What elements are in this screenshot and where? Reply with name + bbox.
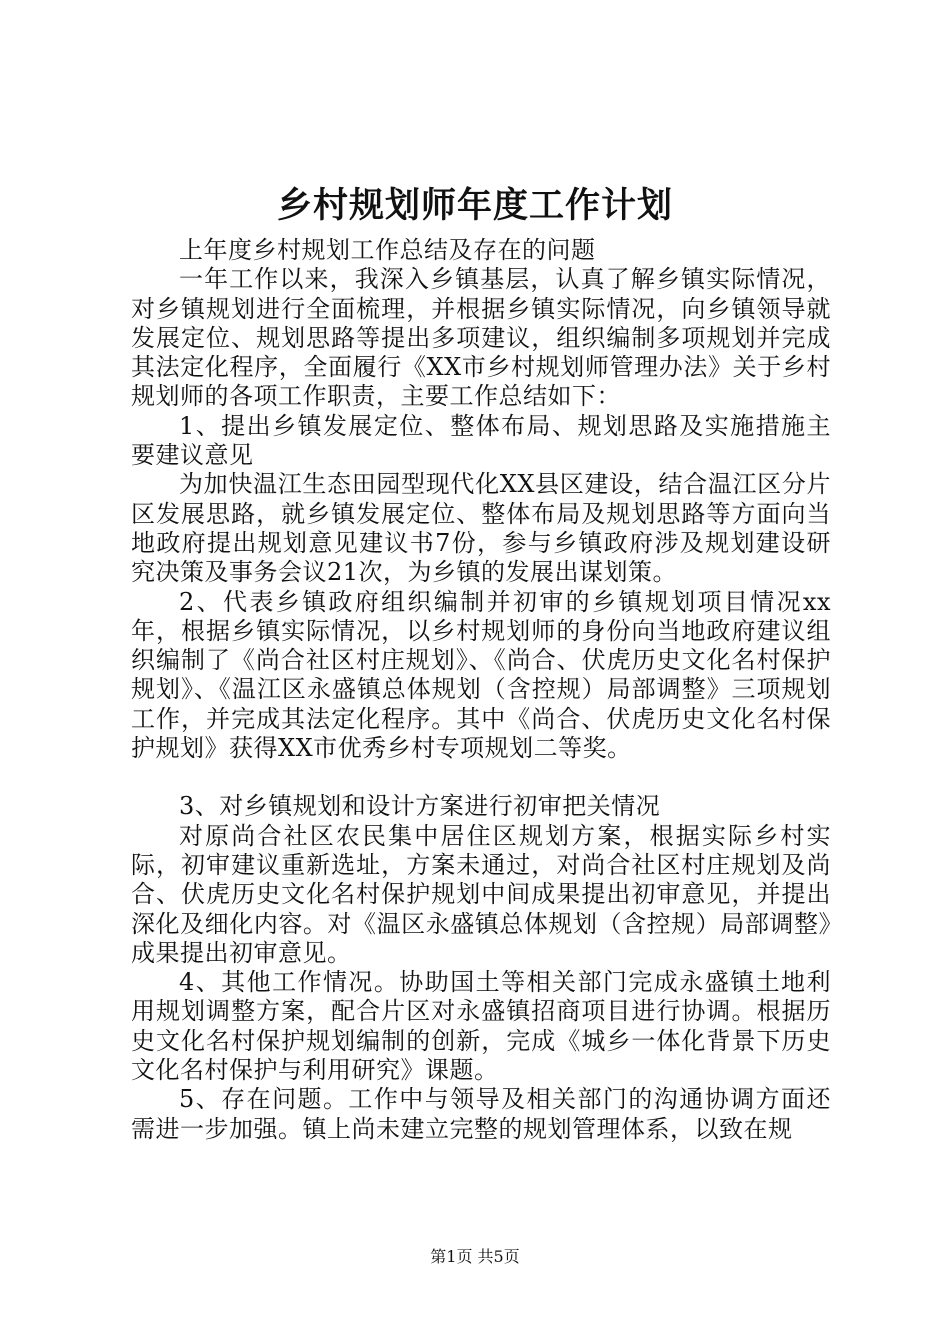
document-body [131,236,831,1144]
item-3-paragraph: 对原尚合社区农民集中居住区规划方案，根据实际乡村实际，初审建议重新选址，方案未通过，对尚合社区村庄规划及尚合、伏虎历史文化名村保护规划中间成果提出初审意见，并提出深化及细化内容。对《温区永盛镇总体规划（含控规）局部调整》成果提出初审意见。 [131,821,831,967]
item-1-heading: 1、提出乡镇发展定位、整体布局、规划思路及实施措施主要建议意见 [131,411,831,470]
page-footer: 第1页 共5页 [430,1247,520,1266]
item-2-paragraph: 2、代表乡镇政府组织编制并初审的乡镇规划项目情况xx年，根据乡镇实际情况，以乡村规划师的身份向当地政府建议组织编制了《尚合社区村庄规划》、《尚合、伏虎历史文化名村保护规划》、《温江区永盛镇总体规划（含控规）局部调整》三项规划工作，并完成其法定化程序。其中《尚合、伏虎历史文化名村保护规划》获得XX市优秀乡村专项规划二等奖。 [131,587,831,763]
item-5-paragraph: 5、存在问题。工作中与领导及相关部门的沟通协调方面还需进一步加强。镇上尚未建立完整的规划管理体系，以致在规 [131,1085,831,1143]
item-4-paragraph: 4、其他工作情况。协助国土等相关部门完成永盛镇土地利用规划调整方案，配合片区对永盛镇招商项目进行协调。根据历史文化名村保护规划编制的创新，完成《城乡一体化背景下历史文化名村保护与利用研究》课题。 [131,968,831,1085]
item-1-paragraph: 为加快温江生态田园型现代化XX县区建设，结合温江区分片区发展思路，就乡镇发展定位、整体布局及规划思路等方面向当地政府提出规划意见建议书7份，参与乡镇政府涉及规划建设研究决策及事务会议21次，为乡镇的发展出谋划策。 [131,470,831,587]
paragraph-intro: 一年工作以来，我深入乡镇基层，认真了解乡镇实际情况，对乡镇规划进行全面梳理，并根据乡镇实际情况，向乡镇领导就发展定位、规划思路等提出多项建议，组织编制多项规划并完成其法定化程序，全面履行《XX市乡村规划师管理办法》关于乡村规划师的各项工作职责，主要工作总结如下： [131,265,831,411]
section-heading-summary: 上年度乡村规划工作总结及存在的问题 [179,236,596,264]
item-3-heading: 3、对乡镇规划和设计方案进行初审把关情况 [179,792,661,821]
document-title: 乡村规划师年度工作计划 [276,185,673,226]
